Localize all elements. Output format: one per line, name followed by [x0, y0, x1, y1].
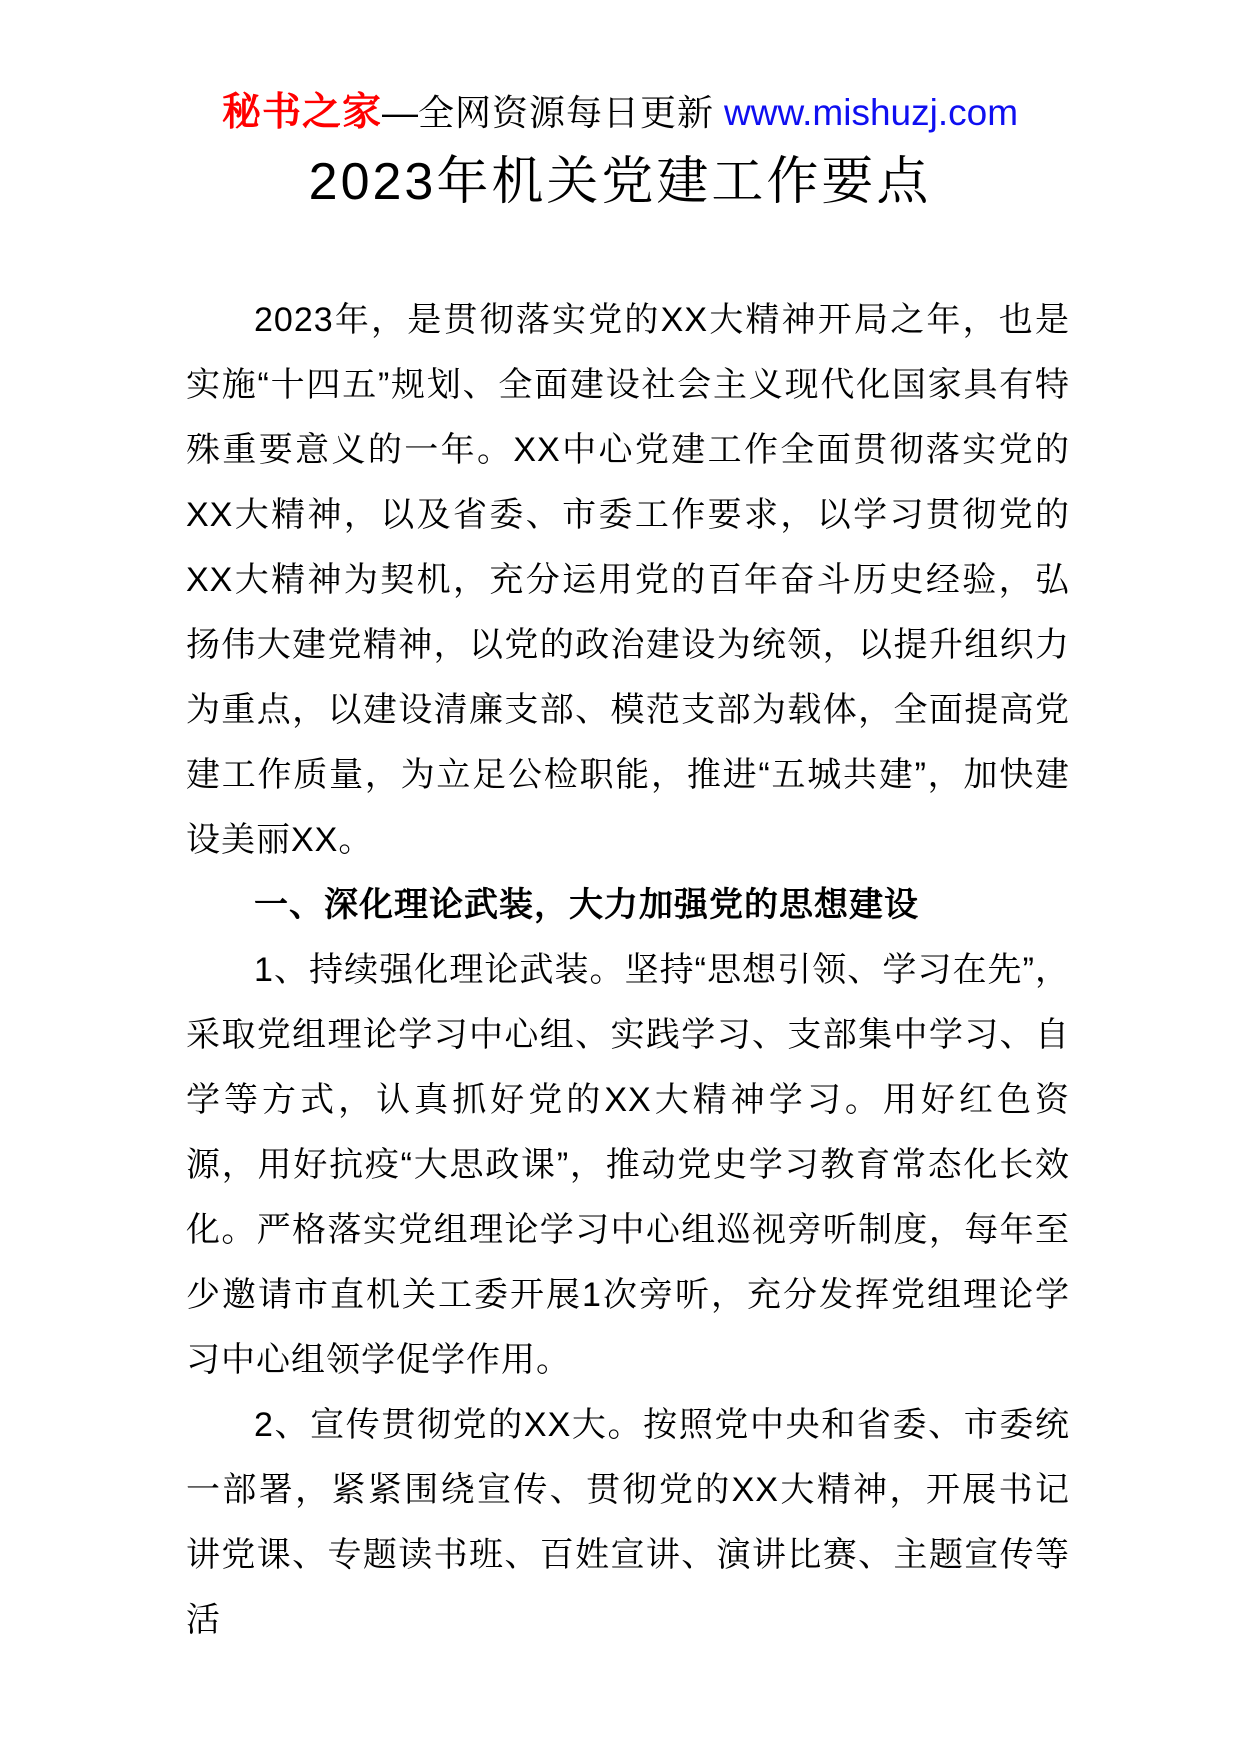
paragraph: 2023年，是贯彻落实党的XX大精神开局之年，也是实施“十四五”规划、全面建设社会主义现代化国家具有特殊重要意义的一年。XX中心党建工作全面贯彻落实党的XX大精神，以及省委、市委工作要求，以学习贯彻党的XX大精神为契机，充分运用党的百年奋斗历史经验，弘扬伟大建党精神，以党的政治建设为统领，以提升组织力为重点，以建设清廉支部、模范支部为载体，全面提高党建工作质量，为立足公检职能，推进“五城共建”，加快建设美丽XX。: [186, 301, 1070, 859]
header-separator: —: [382, 92, 418, 133]
document-body: [186, 288, 1070, 1653]
paragraph: 1、持续强化理论武装。坚持“思想引领、学习在先”，采取党组理论学习中心组、实践学习、支部集中学习、自学等方式，认真抓好党的XX大精神学习。用好红色资源，用好抗疫“大思政课”，推动党史学习教育常态化长效化。严格落实党组理论学习中心组巡视旁听制度，每年至少邀请市直机关工委开展1次旁听，充分发挥党组理论学习中心组领学促学作用。: [186, 951, 1070, 1379]
paragraph: 2、宣传贯彻党的XX大。按照党中央和省委、市委统一部署，紧紧围绕宣传、贯彻党的XX大精神，开展书记讲党课、专题读书班、百姓宣讲、演讲比赛、主题宣传等活: [186, 1406, 1070, 1639]
site-tagline: 全网资源每日更新: [418, 92, 715, 133]
section-heading: 一、深化理论武装，大力加强党的思想建设: [254, 886, 919, 924]
site-url[interactable]: www.mishuzj.com: [724, 92, 1019, 133]
site-brand: 秘书之家: [221, 91, 382, 134]
site-header: [0, 88, 1240, 138]
page-title: 2023年机关党建工作要点: [308, 153, 932, 211]
